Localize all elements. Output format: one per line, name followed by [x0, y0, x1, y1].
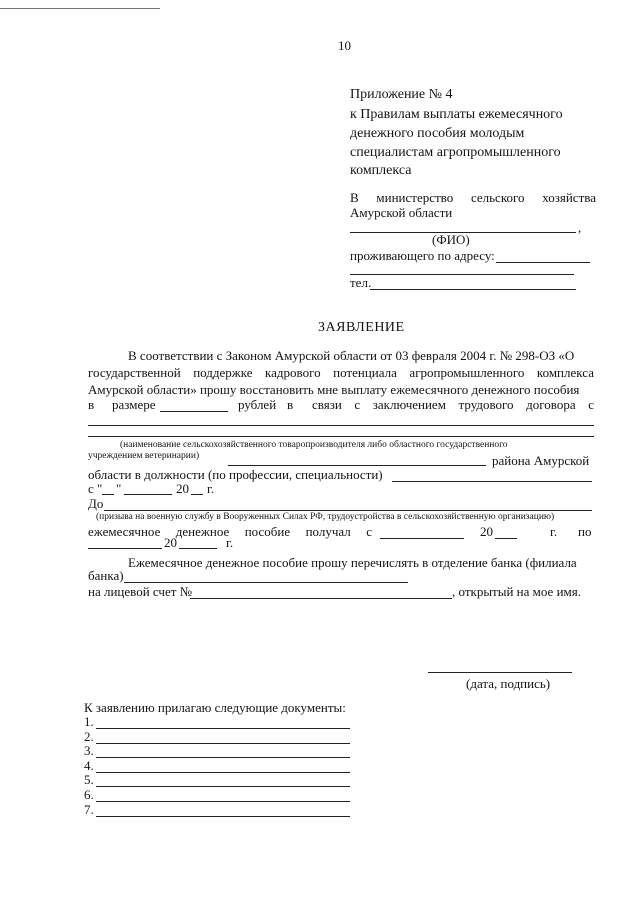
body-word: трудового	[458, 397, 514, 412]
position-label: области в должности (по профессии, специальности)	[88, 467, 383, 482]
page-number: 10	[338, 38, 351, 53]
attachment-blank-line[interactable]	[96, 757, 350, 758]
fio-label: (ФИО)	[432, 232, 470, 247]
employer-hint: (наименование сельскохозяйственного товаропроизводителя либо областного государственного	[120, 440, 508, 450]
attachments-heading: К заявлению прилагаю следующие документы:	[84, 700, 346, 715]
from-prefix: с "	[88, 481, 103, 496]
attachment-blank-line[interactable]	[96, 816, 350, 817]
from-month-blank[interactable]	[124, 494, 172, 495]
allowance-to-label: по	[578, 524, 592, 539]
residing-label: проживающего по адресу:	[350, 248, 495, 263]
reason-hint: (призыва на военную службу в Вооруженных Силах РФ, трудоустройства в сельскохозяйственную организацию)	[96, 512, 555, 522]
tel-blank-line[interactable]	[370, 289, 576, 290]
body-word: с	[366, 524, 372, 539]
attachment-blank-line[interactable]	[96, 772, 350, 773]
body-word: получал	[305, 524, 351, 539]
attachment-number: 5.	[84, 772, 94, 787]
addressee-region: Амурской области	[350, 205, 453, 220]
body-word: денежное	[175, 524, 230, 539]
body-word: агропромышленного	[409, 365, 525, 380]
allowance-to-year-prefix: 20	[164, 535, 177, 550]
body-word: ежемесячное	[88, 524, 161, 539]
employer-blank-line[interactable]	[88, 425, 594, 426]
body-line	[312, 397, 594, 413]
address-blank-line-2[interactable]	[350, 274, 574, 275]
allowance-to-year-blank[interactable]	[179, 548, 217, 549]
attachment-number: 7.	[84, 802, 94, 817]
appendix-line: денежного пособия молодым	[350, 126, 525, 141]
from-year-prefix: 20	[176, 481, 189, 496]
body-word: размере	[112, 397, 156, 412]
account-blank-line[interactable]	[190, 598, 452, 599]
attachment-number: 1.	[84, 714, 94, 729]
amount-blank-line[interactable]	[160, 411, 228, 412]
bank-blank-line[interactable]	[124, 582, 408, 583]
signature-blank-line[interactable]	[428, 672, 572, 673]
from-year-blank[interactable]	[191, 494, 203, 495]
bank-label: банка)	[88, 568, 124, 583]
until-blank-line[interactable]	[104, 510, 592, 511]
from-quote: "	[116, 481, 122, 496]
fio-comma: ,	[578, 220, 582, 235]
signature-label: (дата, подпись)	[466, 676, 551, 691]
addressee-word: В	[350, 190, 359, 205]
body-line: Амурской области» прошу восстановить мне выплату ежемесячного денежного пособия	[88, 382, 580, 397]
body-word: в	[88, 397, 95, 412]
body-word: потенциала	[333, 365, 397, 380]
addressee-word: министерство	[376, 190, 454, 205]
attachment-number: 6.	[84, 787, 94, 802]
account-label: на лицевой счет №	[88, 584, 193, 599]
appendix-title: Приложение № 4	[350, 87, 453, 102]
addressee-word: хозяйства	[542, 190, 596, 205]
addressee-word: сельского	[470, 190, 525, 205]
district-suffix: района Амурской	[492, 453, 590, 468]
body-word: договора	[526, 397, 576, 412]
account-suffix: , открытый на мое имя.	[452, 584, 581, 599]
body-word: поддержке	[193, 365, 253, 380]
attachment-number: 2.	[84, 729, 94, 744]
from-year-suffix: г.	[207, 481, 215, 496]
body-word: с	[354, 397, 361, 412]
employer-blank-line-2[interactable]	[88, 436, 594, 437]
attachment-blank-line[interactable]	[96, 743, 350, 744]
document-title: ЗАЯВЛЕНИЕ	[318, 320, 405, 335]
position-blank-line[interactable]	[392, 481, 592, 482]
attachment-number: 4.	[84, 758, 94, 773]
body-word: заключением	[372, 397, 446, 412]
appendix-line: специалистам агропромышленного	[350, 145, 561, 160]
allowance-from-blank[interactable]	[380, 538, 464, 539]
body-line	[88, 365, 594, 381]
allowance-year-blank[interactable]	[495, 538, 517, 539]
appendix-line: комплекса	[350, 163, 412, 178]
body-word: связи	[312, 397, 342, 412]
body-word: пособие	[244, 524, 291, 539]
from-day-blank[interactable]	[102, 494, 114, 495]
body-word: с	[588, 397, 594, 412]
appendix-line: к Правилам выплаты ежемесячного	[350, 107, 563, 122]
until-label: До	[88, 496, 104, 511]
attachment-blank-line[interactable]	[96, 786, 350, 787]
body-word: государственной	[88, 365, 181, 380]
transfer-line: Ежемесячное денежное пособие прошу перечислять в отделение банка (филиала	[128, 555, 577, 570]
attachment-number: 3.	[84, 743, 94, 758]
allowance-year-prefix: 20	[480, 524, 493, 539]
addressee-line	[350, 190, 596, 206]
allowance-to-blank[interactable]	[88, 548, 162, 549]
attachment-blank-line[interactable]	[96, 728, 350, 729]
tel-label: тел.	[350, 275, 372, 290]
address-blank-line[interactable]	[496, 262, 590, 263]
body-word: в	[287, 397, 294, 412]
body-line: В соответствии с Законом Амурской области от 03 февраля 2004 г. № 298-ОЗ «О	[128, 348, 575, 363]
scan-artifact-line	[0, 8, 160, 9]
employer-hint: учреждением ветеринарии)	[88, 451, 200, 461]
district-blank-line[interactable]	[228, 465, 486, 466]
body-word: кадрового	[265, 365, 321, 380]
attachment-blank-line[interactable]	[96, 801, 350, 802]
allowance-year-suffix: г.	[550, 524, 558, 539]
allowance-to-year-suffix: г.	[226, 535, 234, 550]
body-word: рублей	[238, 397, 277, 412]
body-word: комплекса	[536, 365, 594, 380]
